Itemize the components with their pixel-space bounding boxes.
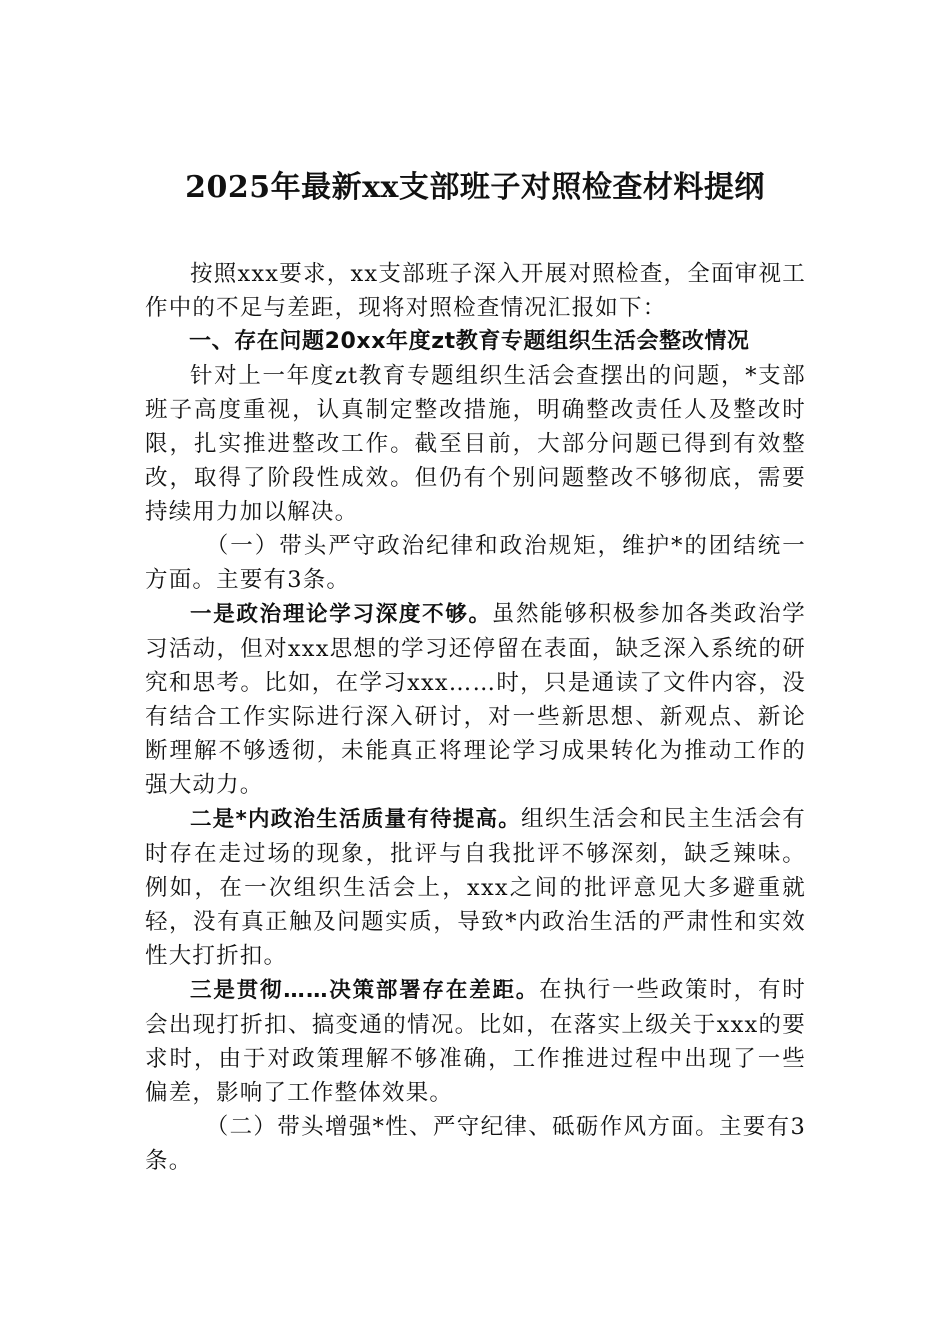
issue-lead: 一是政治理论学习深度不够。 bbox=[190, 602, 492, 627]
issue-lead: 三是贯彻……决策部署存在差距。 bbox=[190, 978, 540, 1003]
issue-text: 在执行一些政策时，有时会出现打折扣、搞变通的情况。比如，在落实上级关于xxx的要求时，由于对政策理解不够准确，工作推进过程中出现了一些偏差，影响了工作整体效果。 bbox=[145, 977, 806, 1106]
issue-text: 虽然能够积极参加各类政治学习活动，但对xxx思想的学习还停留在表面，缺乏深入系统的研究和思考。比如，在学习xxx……时，只是通读了文件内容，没有结合工作实际进行深入研讨，对一些新思想、新观点、新论断理解不够透彻，未能真正将理论学习成果转化为推动工作的强大动力。 bbox=[145, 601, 806, 798]
subsection-heading: （二）带头增强*性、严守纪律、砥砺作风方面。主要有3条。 bbox=[145, 1114, 806, 1174]
document-body bbox=[145, 257, 806, 1178]
intro-paragraph: 按照xxx要求，xx支部班子深入开展对照检查，全面审视工作中的不足与差距，现将对照检查情况汇报如下： bbox=[145, 261, 806, 321]
issue-lead: 二是*内政治生活质量有待提高。 bbox=[190, 807, 522, 832]
document-title: 2025年最新xx支部班子对照检查材料提纲 bbox=[185, 170, 765, 205]
subsection-heading: （一）带头严守政治纪律和政治规矩，维护*的团结统一方面。主要有3条。 bbox=[145, 533, 806, 593]
issue-text: 组织生活会和民主生活会有时存在走过场的现象，批评与自我批评不够深刻，缺乏辣味。例如，在一次组织生活会上，xxx之间的批评意见大多避重就轻，没有真正触及问题实质，导致*内政治生活的严肃性和实效性大打折扣。 bbox=[145, 806, 807, 969]
issue-paragraph bbox=[145, 802, 806, 973]
issue-paragraph bbox=[145, 597, 806, 802]
section-heading: 一、存在问题20xx年度zt教育专题组织生活会整改情况 bbox=[189, 329, 750, 354]
section-paragraph: 针对上一年度zt教育专题组织生活会查摆出的问题，*支部班子高度重视，认真制定整改措施，明确整改责任人及整改时限，扎实推进整改工作。截至目前，大部分问题已得到有效整改，取得了阶段性成效。但仍有个别问题整改不够彻底，需要持续用力加以解决。 bbox=[145, 363, 806, 525]
issue-paragraph bbox=[145, 973, 806, 1110]
